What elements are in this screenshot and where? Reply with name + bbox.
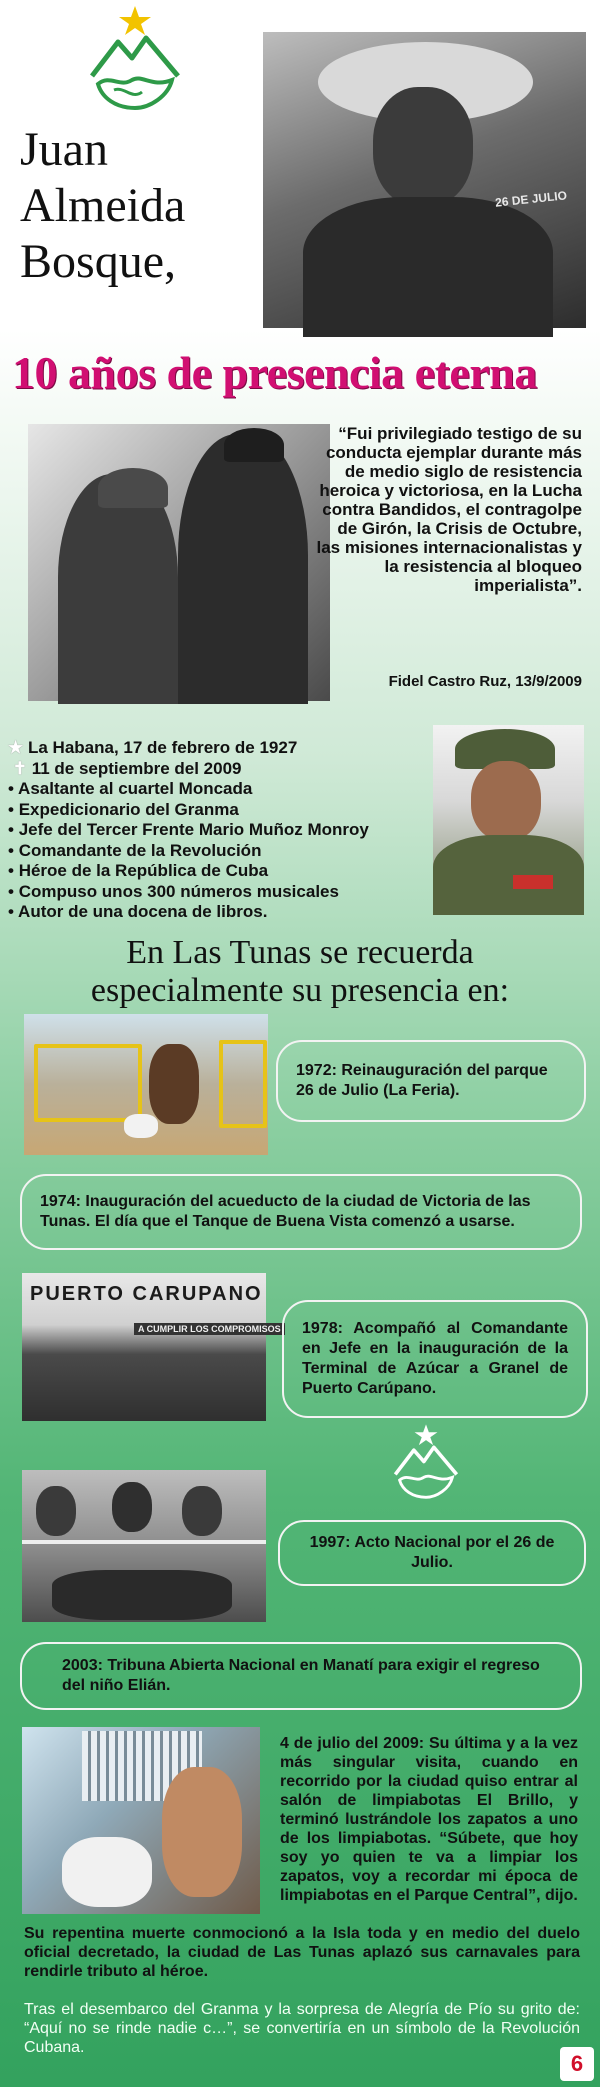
photo-fidel-almeida — [28, 424, 330, 701]
portrait-photo-young — [263, 32, 586, 328]
small-mountain-logo-icon — [386, 1423, 466, 1503]
bio-list — [8, 738, 428, 923]
title-line-2: Almeida — [20, 179, 186, 232]
closing-paragraph-1: Su repentina muerte conmocionó a la Isla toda y en medio del duelo oficial decretado, la ciudad de Las Tunas aplazó sus carnavales para rendirle tributo al héroe. — [24, 1925, 580, 1980]
bio-item: • Compuso unos 300 números musicales — [8, 881, 339, 901]
star-icon: ★ — [8, 738, 24, 757]
photo-limpiabotas — [22, 1727, 260, 1914]
event-1972: 1972: Reinauguración del parque 26 de Julio (La Feria). — [276, 1040, 586, 1122]
banner-label: A CUMPLIR LOS COMPROMISOS — [134, 1323, 285, 1335]
event-1974: 1974: Inauguración del acueducto de la ciudad de Victoria de las Tunas. El día que el Tanque de Buena Vista comenzó a usarse. — [20, 1174, 582, 1250]
puerto-sign-label: PUERTO CARUPANO — [30, 1283, 263, 1305]
event-2009: 4 de julio del 2009: Su última y a la vez más singular visita, cuando en recorrido por la ciudad quiso entrar al salón de limpiabotas El Brillo, y terminó lustrándole los zapatos a uno de los limpiabotas. “Súbete, que hoy soy yo quien te va a limpiar los zapatos, voy a recordar mi época de limpiabotas en el Parque Central”, dijo. — [280, 1735, 578, 1904]
death-date: 11 de septiembre del 2009 — [31, 758, 242, 778]
corner-badge: 6 — [560, 2047, 594, 2081]
photo-rodeo — [24, 1014, 268, 1155]
born-date: La Habana, 17 de febrero de 1927 — [27, 738, 298, 757]
photo-acto-nacional — [22, 1470, 266, 1622]
section-heading: En Las Tunas se recuerda especialmente su presencia en: — [90, 934, 510, 1009]
born-row — [8, 738, 428, 759]
event-1978: 1978: Acompañó al Comandante en Jefe en la inauguración de la Terminal de Azúcar a Granel de Puerto Carúpano. — [282, 1300, 588, 1418]
event-1997: 1997: Acto Nacional por el 26 de Julio. — [278, 1520, 586, 1586]
subtitle: 10 años de presencia eterna — [12, 347, 537, 398]
bio-item: • Autor de una docena de libros. — [8, 902, 268, 921]
bio-item: • Expedicionario del Granma — [8, 799, 239, 819]
mountain-logo-icon — [80, 4, 190, 116]
armband-label: 26 DE JULIO — [494, 188, 568, 210]
portrait-photo-elder — [433, 725, 584, 915]
cross-icon: ✝ — [12, 758, 27, 778]
bio-item: • Comandante de la Revolución — [8, 840, 262, 860]
closing-paragraph-2: Tras el desembarco del Granma y la sorpresa de Alegría de Pío su grito de: “Aquí no se rinde nadie c…”, se convertiría en un símbolo de la Revolución Cubana. — [24, 2001, 580, 2056]
event-2003: 2003: Tribuna Abierta Nacional en Manatí para exigir el regreso del niño Elián. — [20, 1642, 582, 1710]
quote-author: Fidel Castro Ruz, 13/9/2009 — [388, 673, 582, 690]
bio-item: • Héroe de la República de Cuba — [8, 861, 269, 880]
fidel-quote: “Fui privilegiado testigo de su conducta ejemplar durante más de medio siglo de resistencia heroica y victoriosa, en la Lucha contra Bandidos, el contragolpe de Girón, la Crisis de Octubre, las misiones internacionalistas y la resistencia al bloqueo imperialista”. — [316, 424, 582, 595]
page-title — [20, 122, 185, 290]
photo-puerto-carupano — [22, 1273, 281, 1421]
title-line-3: Bosque, — [20, 235, 176, 288]
bio-item: • Asaltante al cuartel Moncada — [8, 779, 253, 798]
title-line-1: Juan — [20, 123, 108, 176]
died-row — [8, 759, 428, 780]
bio-item: • Jefe del Tercer Frente Mario Muñoz Monroy — [8, 820, 369, 839]
